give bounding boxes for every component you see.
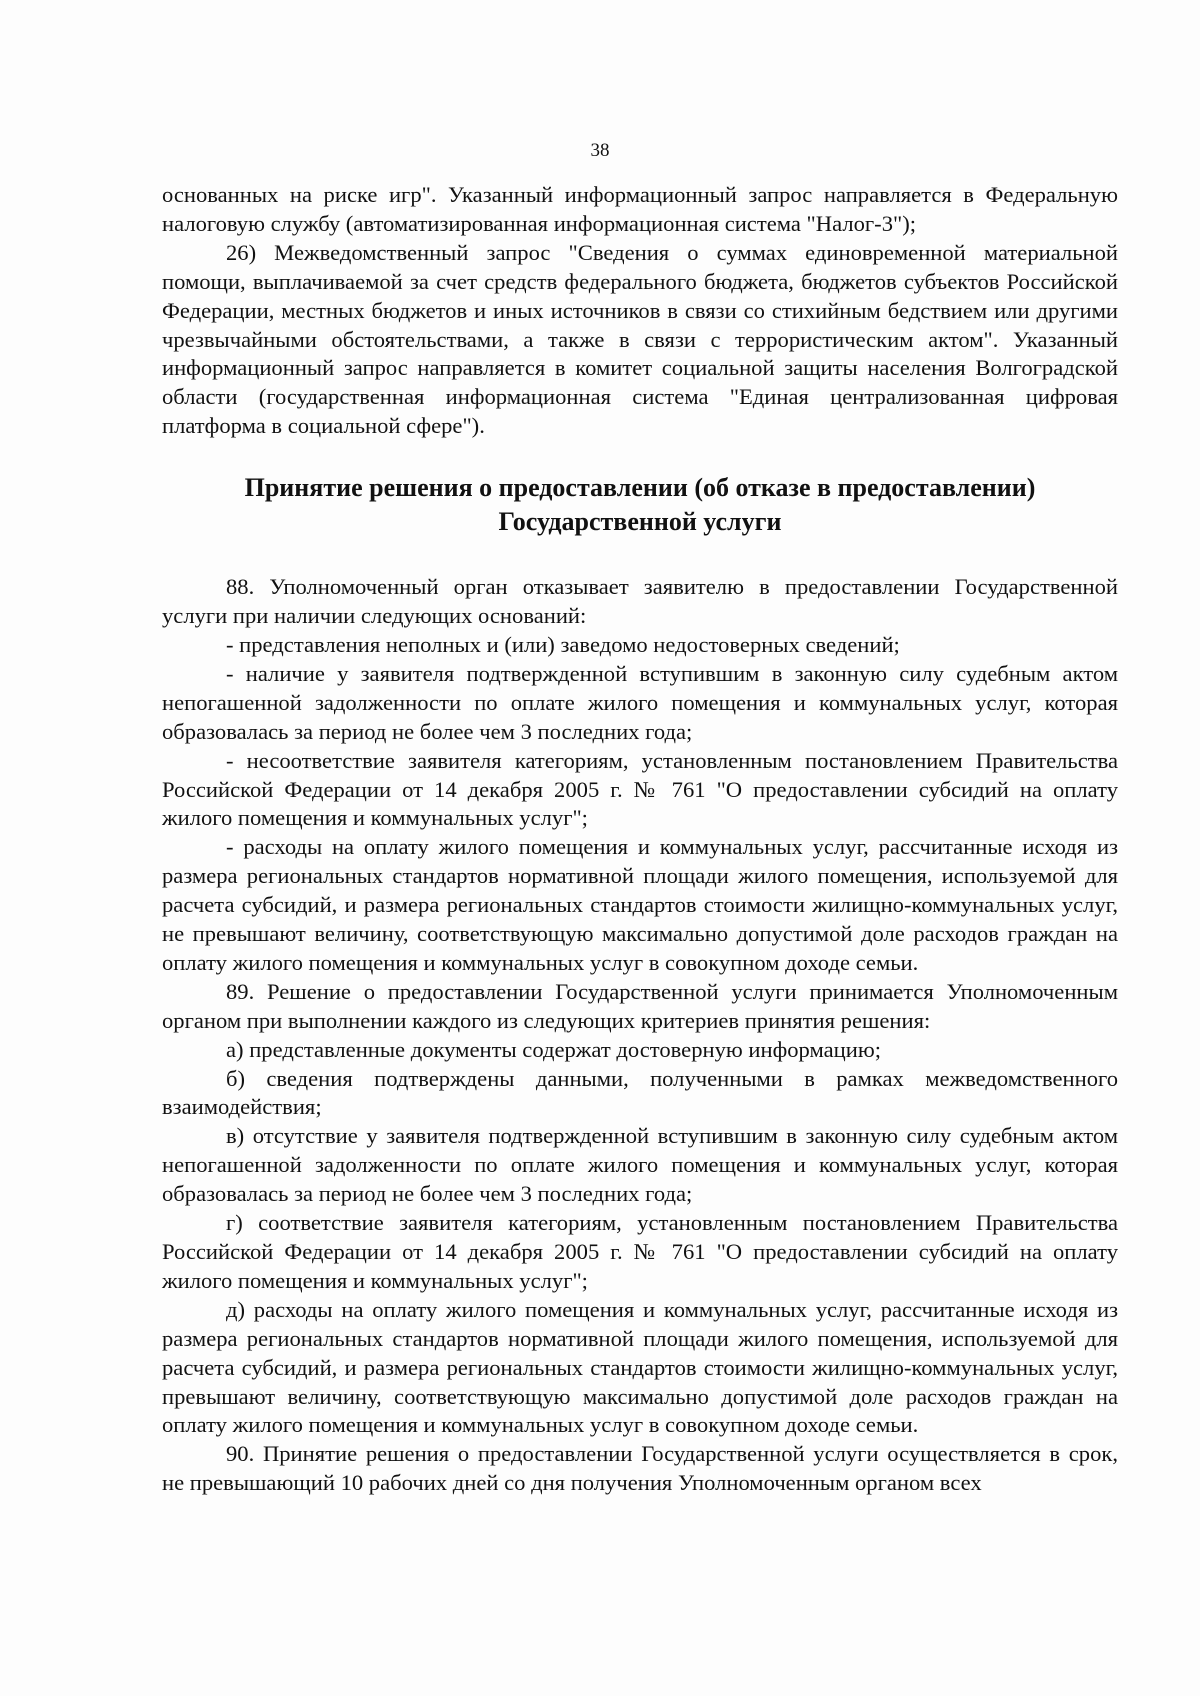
paragraph-88: 88. Уполномоченный орган отказывает заявителю в предоставлении Государственной услуги при наличии следующих оснований:	[162, 574, 1118, 629]
criterion-d: д) расходы на оплату жилого помещения и коммунальных услуг, рассчитанные исходя из размера региональных стандартов нормативной площади жилого помещения, используемой для расчета субсидий, и размера региональных стандартов стоимости жилищно-коммунальных услуг, превышают величину, соответствующую максимально допустимой доле расходов граждан на оплату жилого помещения и коммунальных услуг в совокупном доходе семьи.	[162, 1296, 1118, 1438]
list-item-expenses: - расходы на оплату жилого помещения и коммунальных услуг, рассчитанные исходя из размера региональных стандартов нормативной площади жилого помещения, используемой для расчета субсидий, и размера региональных стандартов стоимости жилищно-коммунальных услуг, не превышают величину, соответствующую максимально допустимой доле расходов граждан на оплату жилого помещения и коммунальных услуг в совокупном доходе семьи.	[162, 834, 1118, 975]
criterion-b: б) сведения подтверждены данными, полученными в рамках межведомственного взаимодействия;	[162, 1065, 1118, 1120]
criterion-a: а) представленные документы содержат достоверную информацию;	[226, 1036, 881, 1062]
list-item-category-mismatch: - несоответствие заявителя категориям, установленным постановлением Правительства Российской Федерации от 14 декабря 2005 г. № 761 "О предоставлении субсидий на оплату жилого помещения и коммунальных услуг";	[162, 747, 1118, 831]
paragraph-continuation: основанных на риске игр". Указанный информационный запрос направляется в Федеральную налоговую службу (автоматизированная информационная система "Налог-3");	[162, 182, 1118, 236]
criterion-v: в) отсутствие у заявителя подтвержденной вступившим в законную силу судебным актом непогашенной задолженности по оплате жилого помещения и коммунальных услуг, которая образовалась за период не более чем 3 последних года;	[162, 1123, 1118, 1207]
document-body	[162, 181, 1118, 1498]
page-number: 38	[590, 140, 610, 161]
list-item-debt: - наличие у заявителя подтвержденной вступившим в законную силу судебным актом непогашенной задолженности по оплате жилого помещения и коммунальных услуг, которая образовалась за период не более чем 3 последних года;	[162, 660, 1118, 744]
section-heading-line-1: Принятие решения о предоставлении (об отказе в предоставлении)	[244, 473, 1036, 503]
criterion-g: г) соответствие заявителя категориям, установленным постановлением Правительства Российской Федерации от 14 декабря 2005 г. № 761 "О предоставлении субсидий на оплату жилого помещения и коммунальных услуг";	[162, 1210, 1118, 1293]
paragraph-item-26: 26) Межведомственный запрос "Сведения о суммах единовременной материальной помощи, выплачиваемой за счет средств федерального бюджета, бюджетов субъектов Российской Федерации, местных бюджетов и иных источников в связи со стихийным бедствием или другими чрезвычайными обстоятельствами, а также в связи с террористическим актом". Указанный информационный запрос направляется в комитет социальной защиты населения Волгоградской области (государственная информационная система "Единая централизованная цифровая платформа в социальной сфере").	[162, 239, 1118, 439]
section-heading-line-2: Государственной услуги	[498, 507, 782, 537]
list-item-incomplete-info: - представления неполных и (или) заведомо недостоверных сведений;	[226, 631, 900, 657]
section-heading	[162, 471, 1118, 539]
paragraph-90: 90. Принятие решения о предоставлении Государственной услуги осуществляется в срок, не превышающий 10 рабочих дней со дня получения Уполномоченным органом всех	[162, 1441, 1118, 1496]
paragraph-89: 89. Решение о предоставлении Государственной услуги принимается Уполномоченным органом при выполнении каждого из следующих критериев принятия решения:	[162, 978, 1118, 1033]
